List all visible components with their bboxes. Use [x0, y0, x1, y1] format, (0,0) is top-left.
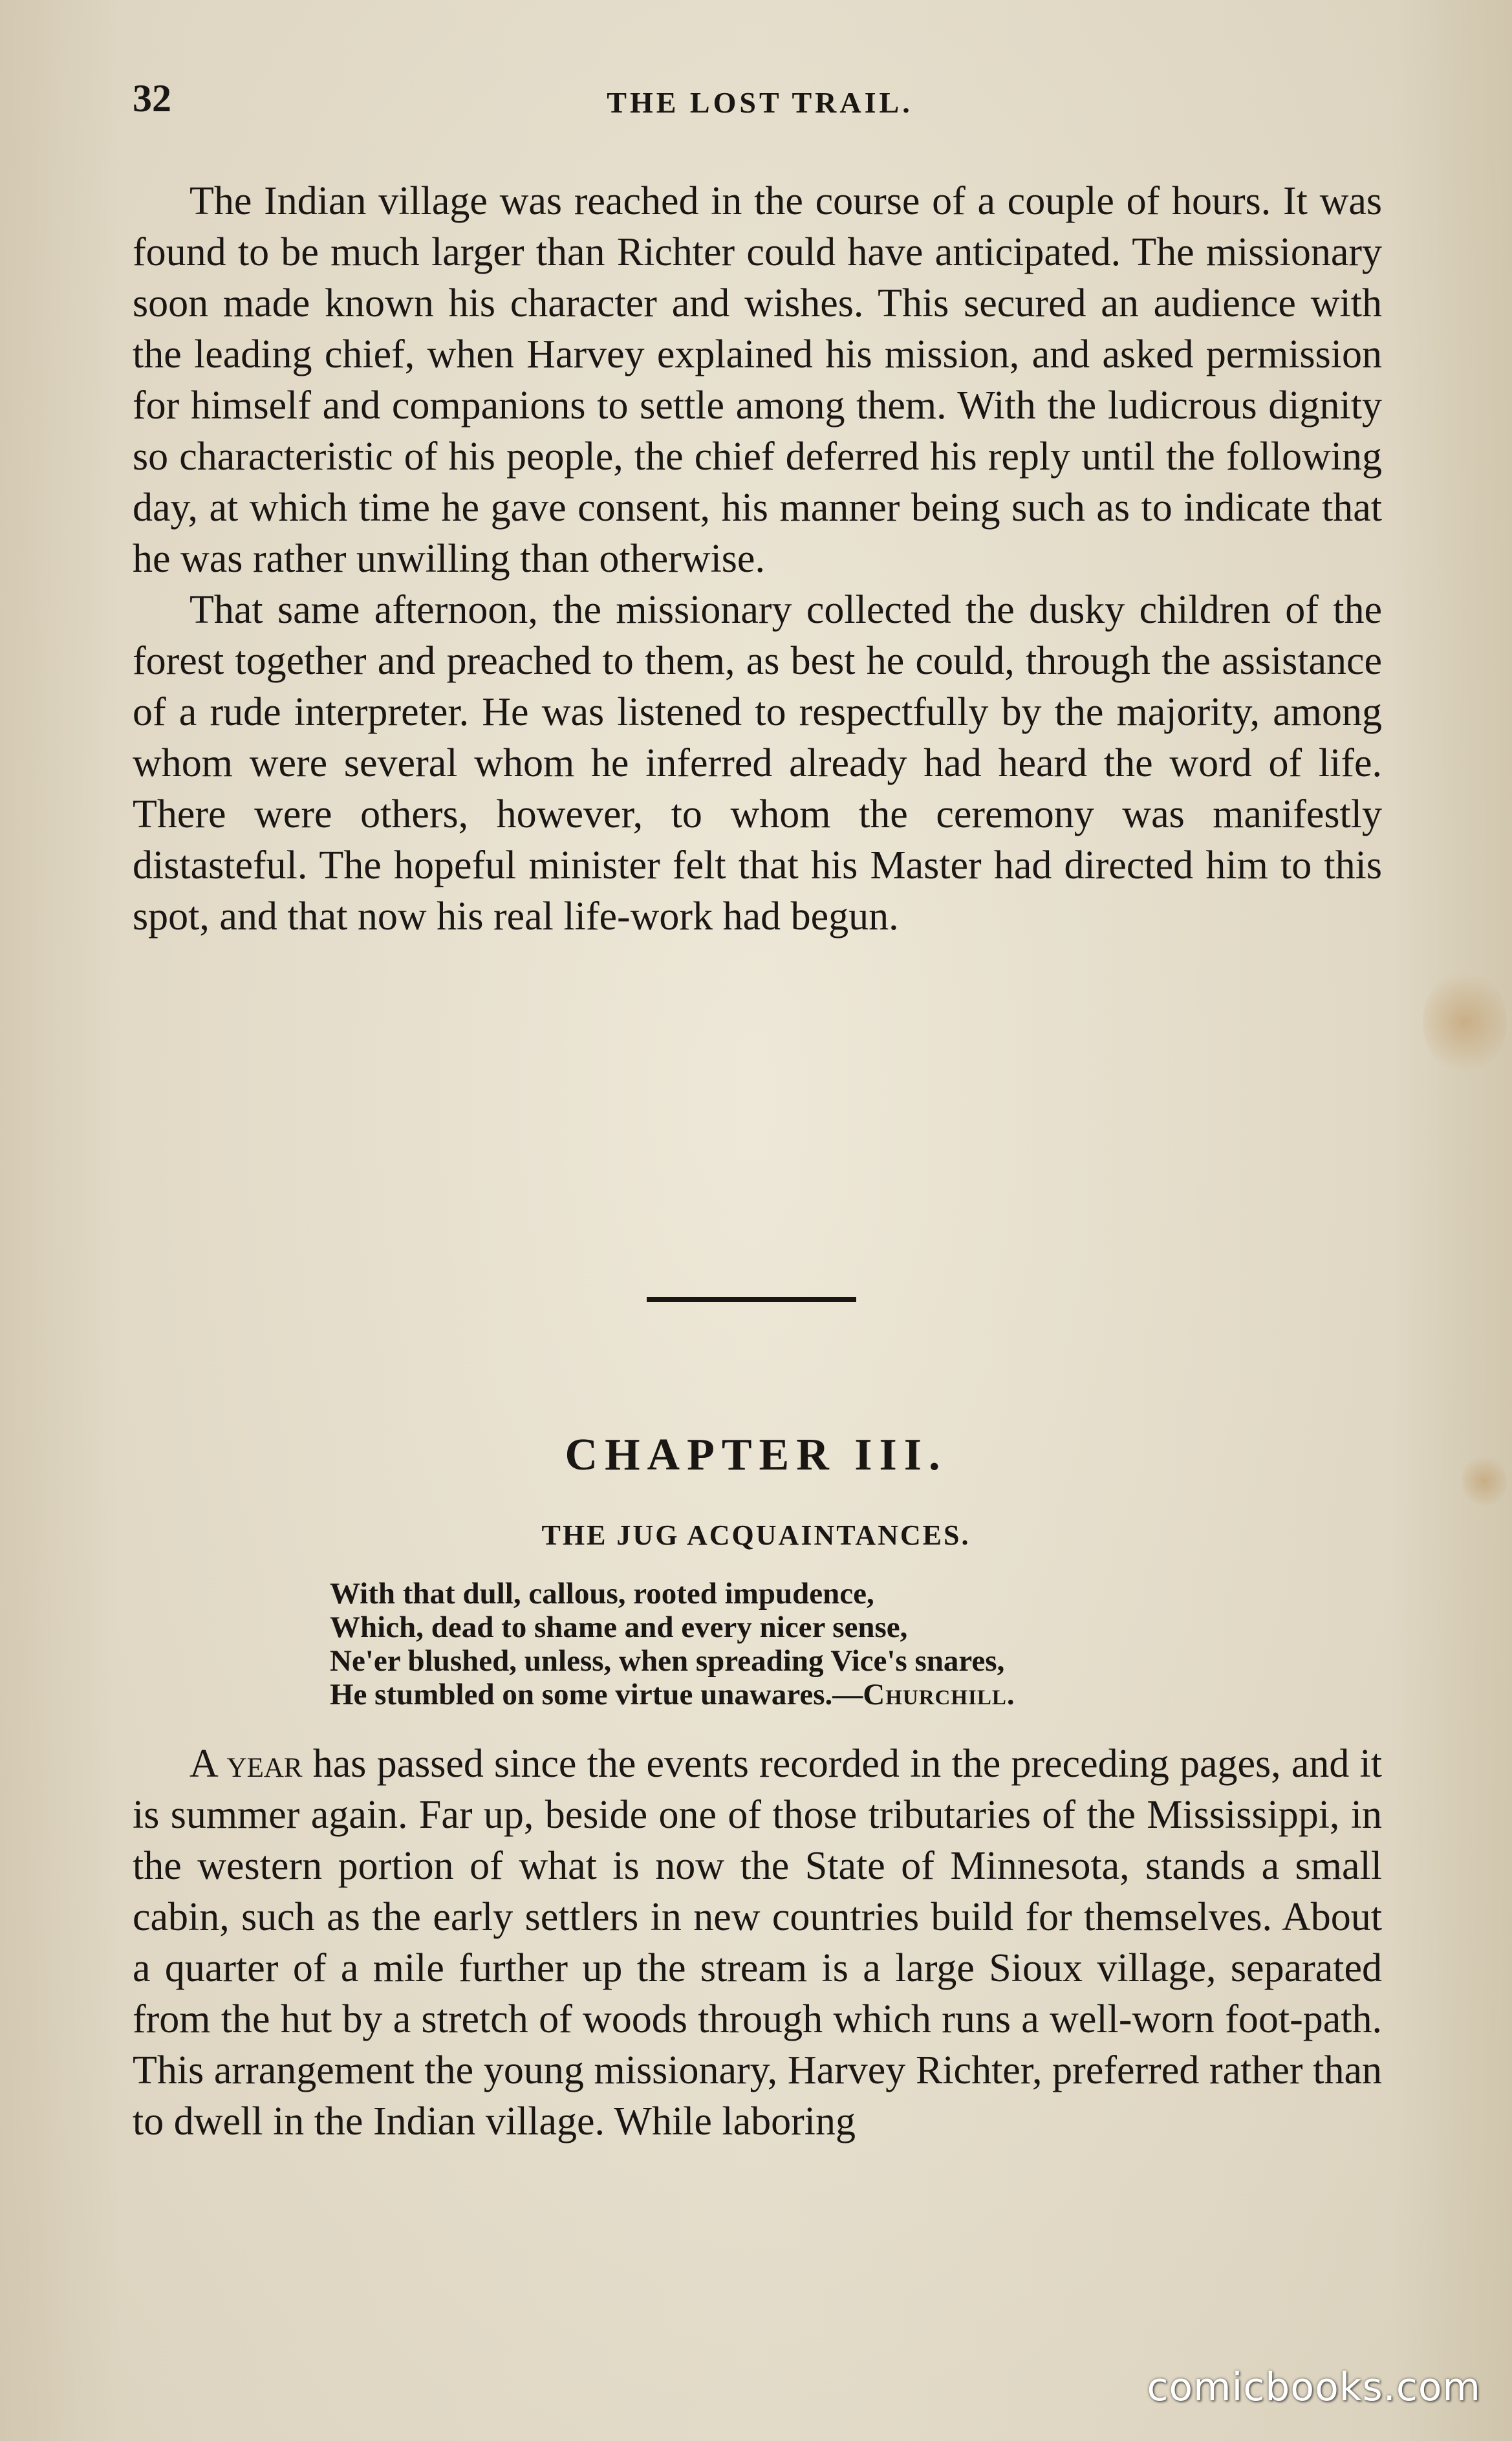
paper-stain — [1423, 970, 1507, 1074]
chapter-subtitle: THE JUG ACQUAINTANCES. — [541, 1519, 971, 1551]
running-title: THE LOST TRAIL. — [607, 86, 913, 119]
chapter-heading: CHAPTER III. — [565, 1430, 947, 1480]
page-header — [133, 76, 1387, 128]
paragraph: That same afternoon, the missionary collected the dusky children of the forest together and preached to them, as best he could, through the assistance of a rude interpreter. He was listened to respectfully by the majority, among whom were several whom he inferred already had heard the word of life. There were others, however, to whom the ceremony was manifestly distasteful. The hopeful minister felt that his Master had directed him to this spot, and that now his real life-work had begun. — [133, 588, 1382, 938]
body-text-bottom — [133, 1739, 1382, 2147]
epigraph — [330, 1577, 1300, 1711]
body-text-top — [133, 176, 1382, 942]
epigraph-attribution: Churchill. — [863, 1678, 1015, 1711]
paragraph-text: has passed since the events recorded in the preceding pages, and it is summer again. Far up, beside one of those tributaries of the Mississippi, in the western portion of what is now the State of Minnesota, stands a small cabin, such as the early settlers in new countries build for themselves. About a quarter of a mile further up the stream is a large Sioux village, separated from the hut by a stretch of woods through which runs a well-worn foot-path. This arrangement the young missionary, Harvey Richter, preferred rather than to dwell in the Indian village. While laboring — [133, 1742, 1382, 2143]
paragraph — [133, 1739, 1382, 2147]
paragraph: The Indian village was reached in the course of a couple of hours. It was found to be much larger than Richter could have anticipated. The missionary soon made known his character and wishes. This secured an audience with the leading chief, when Harvey explained his mission, and asked permission for himself and companions to settle among them. With the ludicrous dignity so characteristic of his people, the chief deferred his reply until the following day, at which time he gave consent, his manner being such as to indicate that he was rather unwilling than otherwise. — [133, 179, 1382, 581]
epigraph-line: Which, dead to shame and every nicer sense, — [330, 1611, 908, 1644]
page-number: 32 — [133, 77, 171, 120]
watermark-text: comicbooks.com — [1147, 2365, 1481, 2410]
epigraph-line: With that dull, callous, rooted impudence, — [330, 1577, 874, 1611]
epigraph-last-line — [330, 1678, 1300, 1711]
paragraph-lead-in: A year — [189, 1742, 303, 1786]
epigraph-line: He stumbled on some virtue unawares.— — [330, 1678, 863, 1711]
section-rule — [647, 1297, 856, 1302]
epigraph-line: Ne'er blushed, unless, when spreading Vice's snares, — [330, 1644, 1005, 1678]
